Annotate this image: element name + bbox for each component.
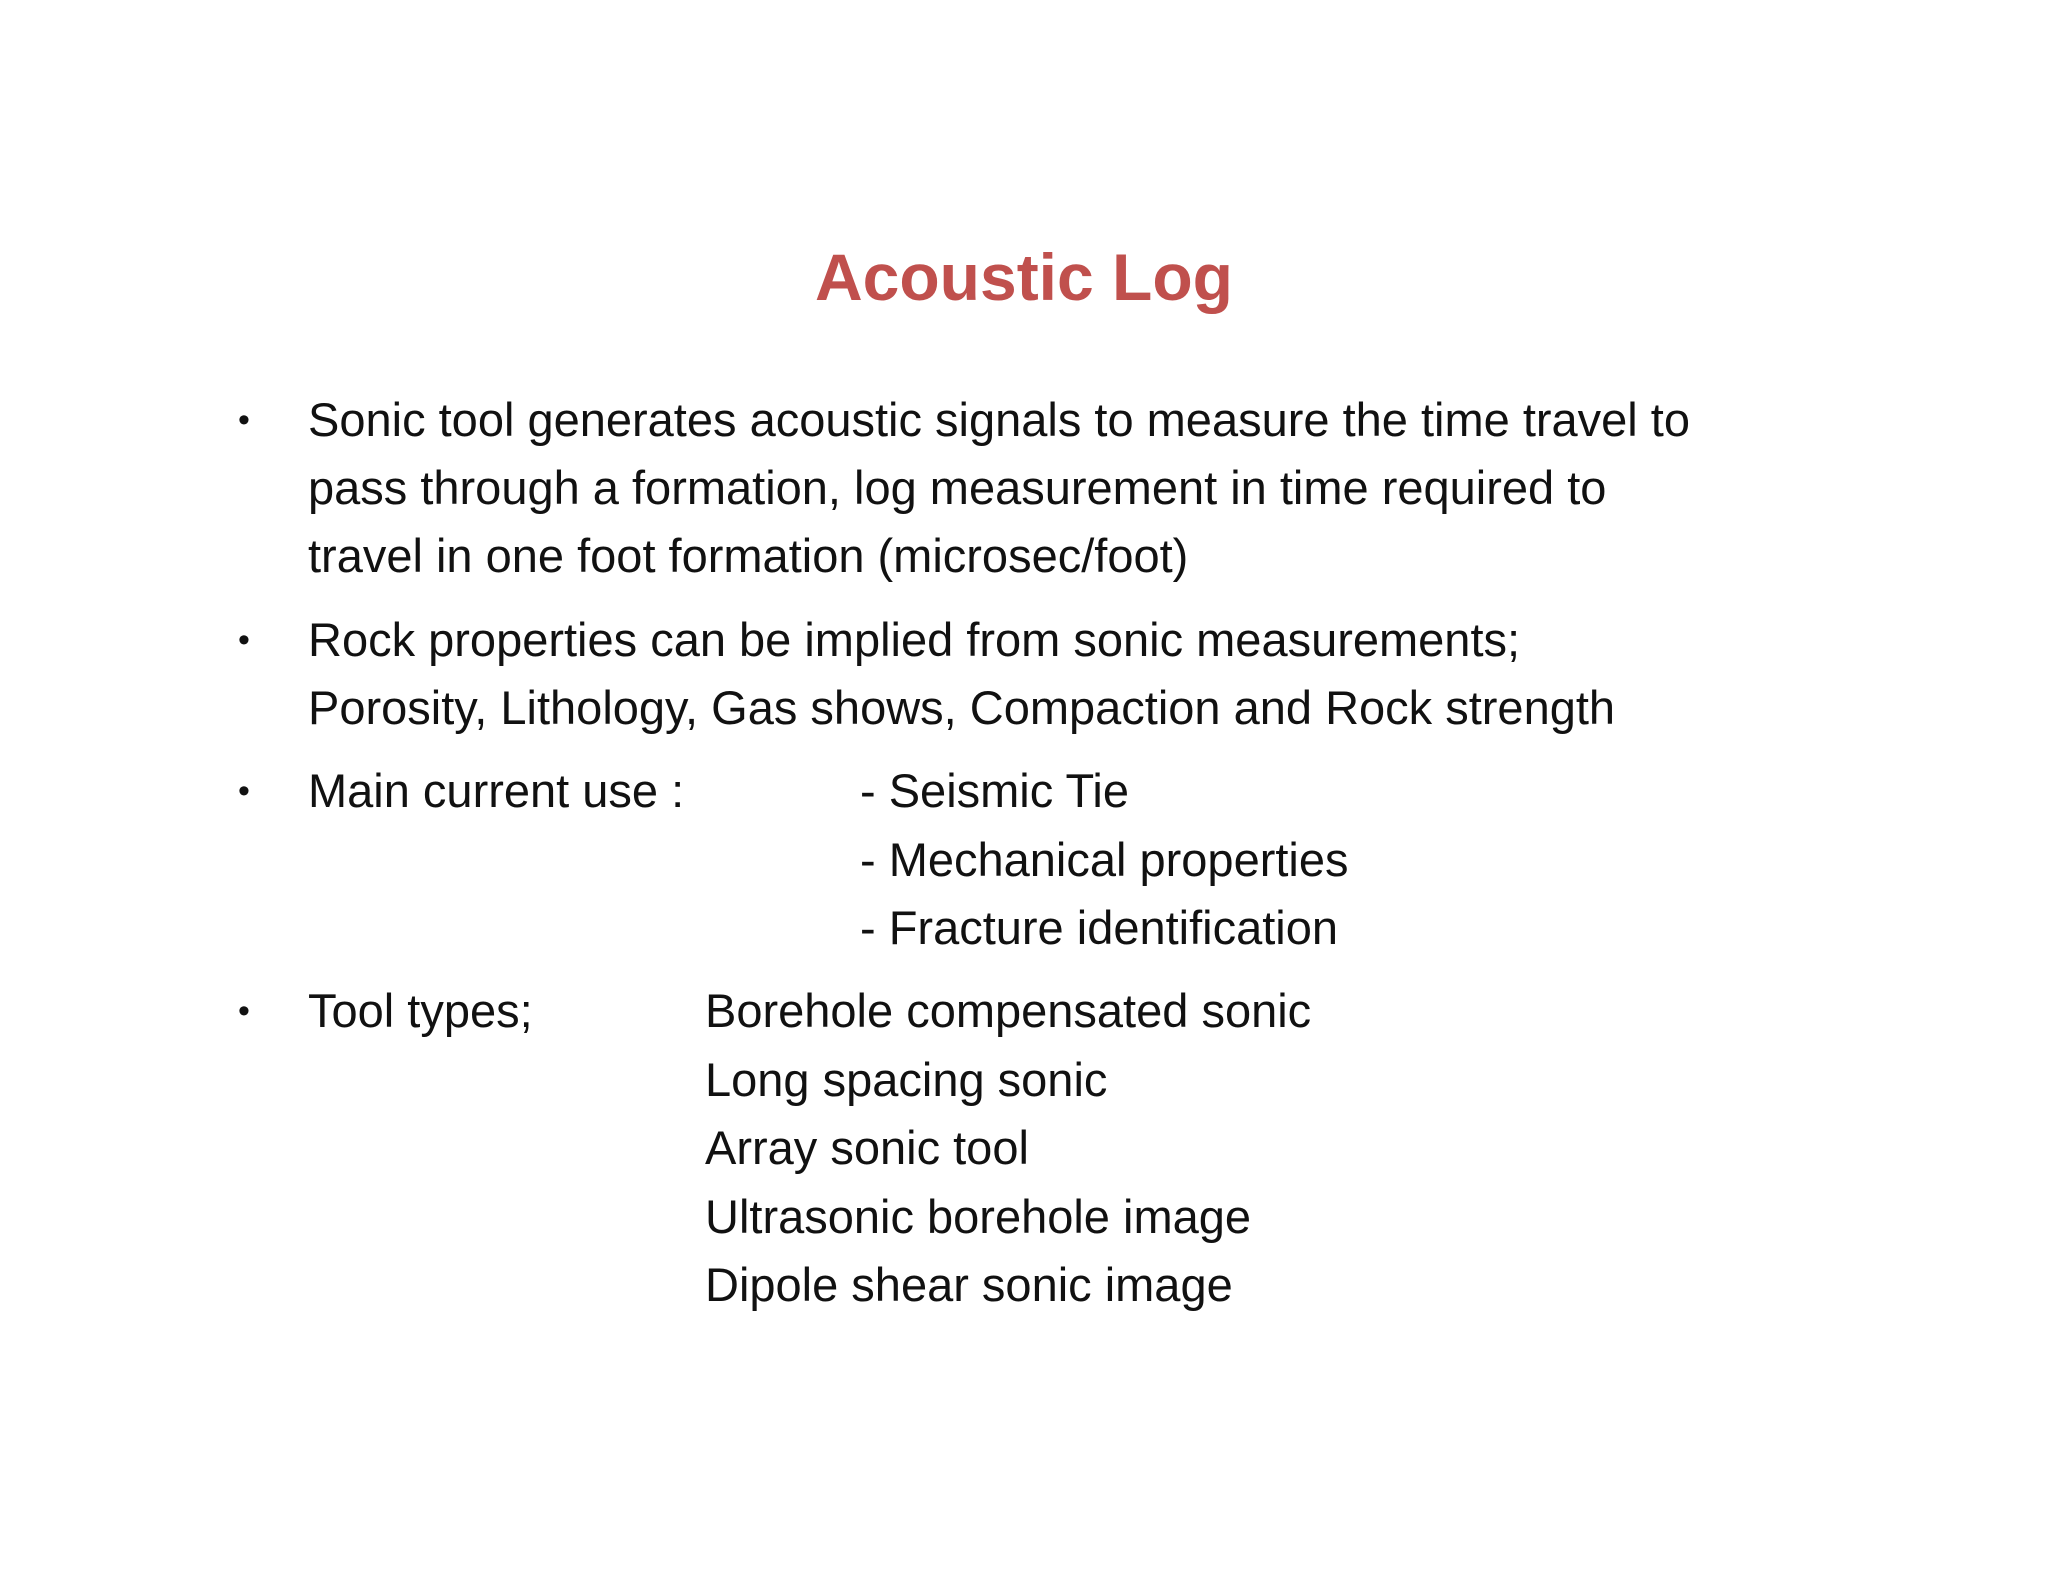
bullet-line: Rock properties can be implied from sonic measurements; [308,613,1521,666]
use-list [860,757,1349,963]
slide-title: Acoustic Log [814,240,1233,314]
bullet-dot: • [238,401,250,439]
bullet-text [308,386,1888,590]
list-item: - Fracture identification [860,901,1339,954]
list-item: - Seismic Tie [860,764,1129,817]
list-item: - Mechanical properties [860,832,1349,886]
tool-types-list [705,977,1311,1320]
bullet-label: Tool types; [308,984,533,1037]
bullet-line: travel in one foot formation (microsec/foot) [308,529,1189,582]
bullet-dot: • [238,772,250,810]
bullet-label: Main current use : [308,764,685,817]
list-item: Long spacing sonic [705,1052,1108,1106]
bullet-line: Porosity, Lithology, Gas shows, Compaction and Rock strength [308,681,1616,734]
bullet-line: pass through a formation, log measurement in time required to [308,461,1607,514]
list-item: Ultrasonic borehole image [705,1189,1252,1243]
list-item: Dipole shear sonic image [705,1258,1233,1311]
bullet-dot: • [238,621,250,659]
bullet-line: Sonic tool generates acoustic signals to measure the time travel to [308,393,1691,446]
bullet-dot: • [238,992,250,1030]
list-item: Borehole compensated sonic [705,984,1312,1037]
bullet-text [308,606,1888,742]
list-item: Array sonic tool [705,1121,1029,1174]
